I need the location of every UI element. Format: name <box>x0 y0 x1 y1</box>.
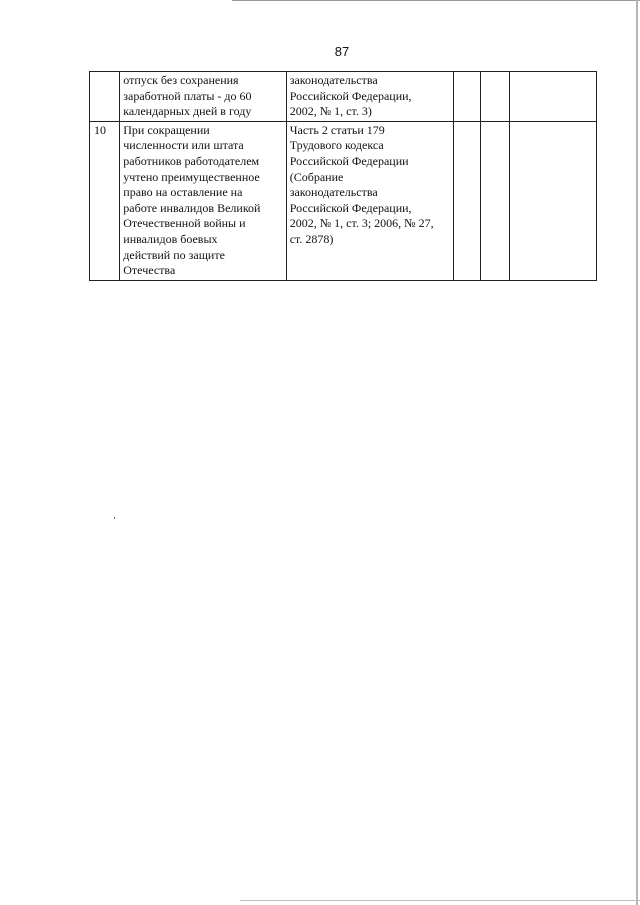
answer-cell-b <box>481 121 510 280</box>
legal-reference-cell <box>286 121 454 280</box>
table-row <box>90 72 597 122</box>
requirement-line: инвалидов боевых <box>123 231 218 246</box>
scan-edge-bottom <box>240 900 640 901</box>
row-number: 10 <box>90 121 120 280</box>
requirement-cell <box>120 72 286 122</box>
scan-edge-right <box>636 0 638 905</box>
reference-line: законодательства <box>289 185 378 200</box>
requirements-table <box>89 71 597 281</box>
reference-line: законодательства <box>289 73 378 87</box>
requirement-line: численности или штата <box>123 138 244 153</box>
reference-line: 2002, № 1, ст. 3; 2006, № 27, <box>289 216 434 231</box>
reference-line: 2002, № 1, ст. 3) <box>289 104 372 119</box>
requirement-line: действий по защите <box>123 247 225 262</box>
page-number: 87 <box>334 44 350 59</box>
legal-reference-cell <box>286 72 454 122</box>
reference-line: Российской Федерации, <box>289 200 412 215</box>
reference-line: Трудового кодекса <box>289 138 384 153</box>
requirement-line: При сокращении <box>123 122 210 137</box>
requirement-line: заработной платы - до 60 <box>123 88 252 103</box>
requirement-line: работе инвалидов Великой <box>123 200 261 215</box>
reference-line: ст. 2878) <box>289 231 334 246</box>
requirement-line: работников работодателем <box>123 153 260 168</box>
answer-cell-a <box>454 121 481 280</box>
requirement-line: Отечества <box>123 263 176 278</box>
answer-cell-c <box>510 121 597 280</box>
requirement-line: Отечественной войны и <box>123 216 246 231</box>
reference-line: Российской Федерации <box>289 153 409 168</box>
row-number <box>90 72 120 122</box>
reference-line: Часть 2 статьи 179 <box>289 122 385 137</box>
requirement-line: календарных дней в году <box>123 104 252 119</box>
answer-cell-b <box>481 72 510 122</box>
answer-cell-c <box>510 72 597 122</box>
requirement-line: отпуск без сохранения <box>123 73 239 87</box>
answer-cell-a <box>454 72 481 122</box>
scan-speck <box>114 517 115 519</box>
scan-edge-top <box>232 0 640 1</box>
requirement-line: право на оставление на <box>123 185 243 200</box>
requirement-cell <box>120 121 286 280</box>
requirement-line: учтено преимущественное <box>123 169 260 184</box>
table-row <box>90 121 597 280</box>
reference-line: (Собрание <box>289 169 344 184</box>
reference-line: Российской Федерации, <box>289 88 412 103</box>
